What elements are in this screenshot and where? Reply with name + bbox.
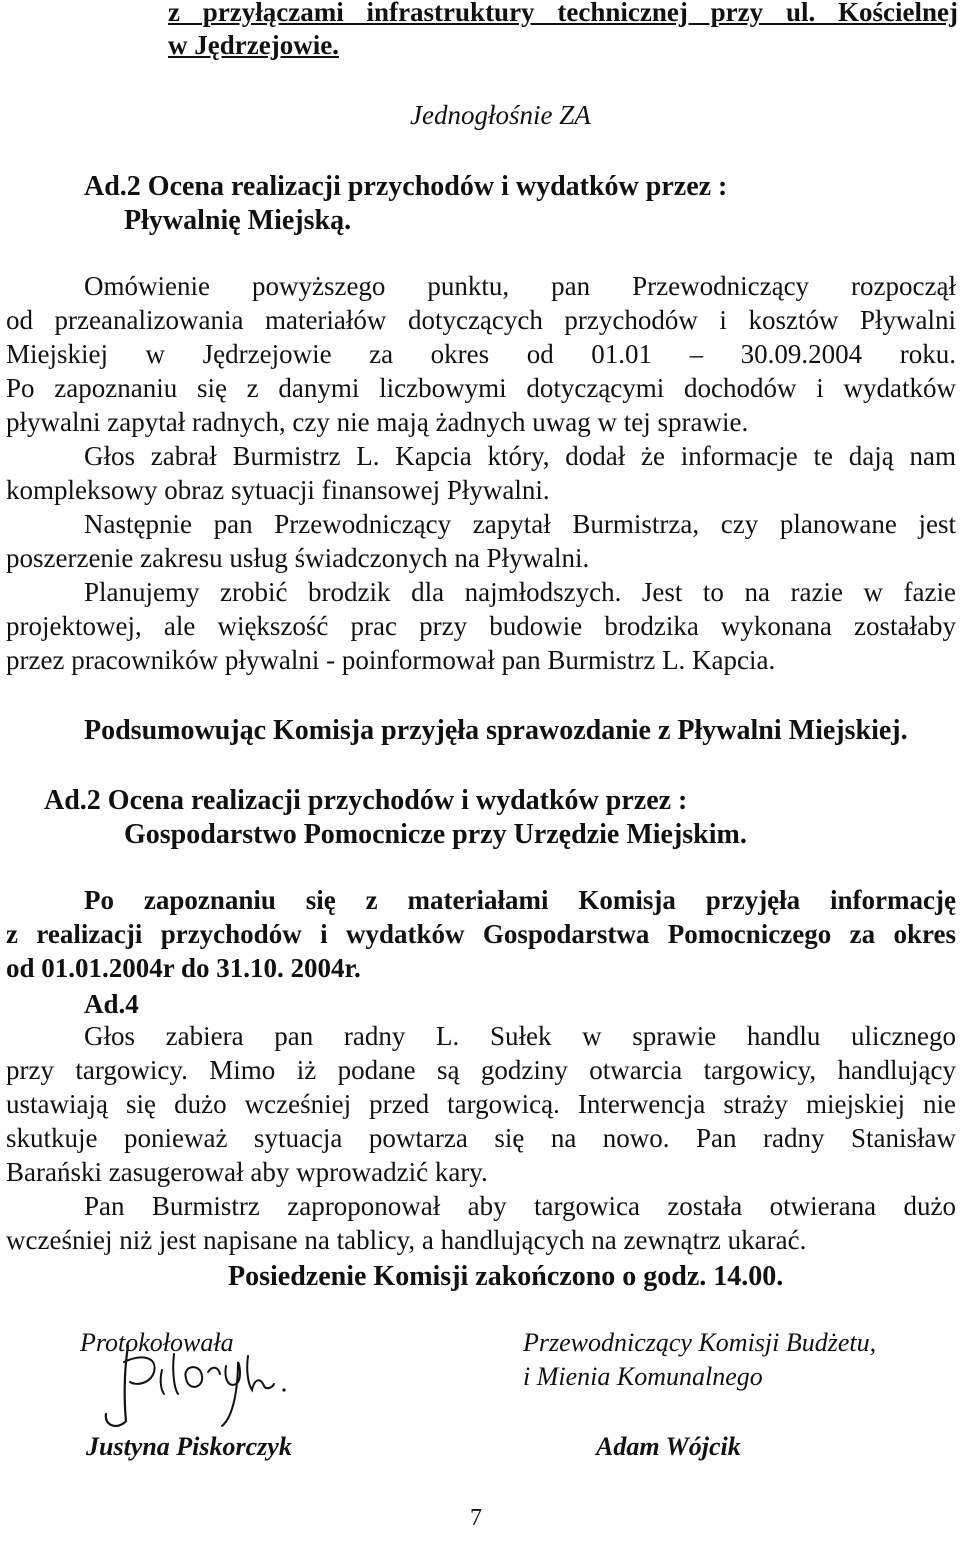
paragraph-line: kompleksowy obraz sytuacji finansowej Pływalni. (6, 475, 550, 505)
paragraph-line: Pan Burmistrz zaproponował aby targowica została otwierana dużo (84, 1191, 956, 1221)
paragraph-line: Głos zabrał Burmistrz L. Kapcia który, dodał że informacje te dają nam (84, 441, 956, 471)
summary: Podsumowując Komisja przyjęła sprawozdanie z Pływalni Miejskiej. (84, 715, 908, 746)
paragraph-line: Planujemy zrobić brodzik dla najmłodszych. Jest to na razie w fazie (84, 577, 956, 607)
closing-line: Posiedzenie Komisji zakończono o godz. 14.00. (228, 1261, 784, 1292)
paragraph-line: od 01.01.2004r do 31.10. 2004r. (6, 953, 361, 983)
paragraph-line: Głos zabiera pan radny L. Sułek w sprawie handlu ulicznego (84, 1021, 956, 1051)
handwritten-signature (88, 1326, 328, 1436)
paragraph-line: poszerzenie zakresu usług świadczonych na Pływalni. (6, 543, 590, 573)
paragraph-line: Miejskiej w Jędrzejowie za okres od 01.01 – 30.09.2004 roku. (6, 339, 956, 369)
section-heading: Pływalnię Miejską. (124, 205, 352, 236)
page-number: 7 (470, 1505, 482, 1531)
paragraph-line: projektowej, ale większość prac przy budowie brodzika wykonana zostałaby (6, 611, 956, 641)
paragraph-line: pływalni zapytał radnych, czy nie mają żadnych uwag w tej sprawie. (6, 407, 749, 437)
signature-name: Justyna Piskorczyk (86, 1432, 292, 1461)
signature-role: Przewodniczący Komisji Budżetu, (523, 1328, 877, 1357)
paragraph-line: Następnie pan Przewodniczący zapytał Burmistrza, czy planowane jest (84, 509, 956, 539)
header-line-1: z przyłączami infrastruktury technicznej przy ul. Kościelnej (168, 0, 958, 27)
paragraph-line: przez pracowników pływalni - poinformował pan Burmistrz L. Kapcia. (6, 645, 776, 675)
paragraph-line: Po zapoznaniu się z materiałami Komisja przyjęła informację (84, 885, 956, 915)
paragraph-line: Po zapoznaniu się z danymi liczbowymi dotyczącymi dochodów i wydatków (6, 373, 956, 403)
paragraph-line: od przeanalizowania materiałów dotyczących przychodów i kosztów Pływalni (6, 305, 956, 335)
section-heading: Ad.2 Ocena realizacji przychodów i wydatków przez : (44, 785, 688, 816)
paragraph-line: Barański zasugerował aby wprowadzić kary. (6, 1157, 488, 1187)
paragraph-line: przy targowicy. Mimo iż podane są godziny otwarcia targowicy, handlujący (6, 1055, 956, 1085)
section-heading: Ad.4 (84, 989, 139, 1019)
signature-name: Adam Wójcik (596, 1432, 741, 1461)
vote-result: Jednogłośnie ZA (410, 100, 591, 130)
paragraph-line: ustawiają się dużo wcześniej przed targowicą. Interwencja straży miejskiej nie (6, 1089, 956, 1119)
section-heading: Ad.2 Ocena realizacji przychodów i wydatków przez : (84, 171, 728, 202)
header-line-2: w Jędrzejowie. (168, 30, 339, 60)
paragraph-line: z realizacji przychodów i wydatków Gospodarstwa Pomocniczego za okres (6, 919, 956, 949)
paragraph-line: Omówienie powyższego punktu, pan Przewodniczący rozpoczął (84, 271, 956, 301)
signature-role: Protokołowała (80, 1328, 234, 1357)
paragraph-line: wcześniej niż jest napisane na tablicy, a handlujących na zewnątrz ukarać. (6, 1225, 807, 1255)
section-heading: Gospodarstwo Pomocnicze przy Urzędzie Miejskim. (124, 819, 747, 850)
signature-role: i Mienia Komunalnego (523, 1362, 763, 1391)
paragraph-line: skutkuje ponieważ sytuacja powtarza się na nowo. Pan radny Stanisław (6, 1123, 956, 1153)
